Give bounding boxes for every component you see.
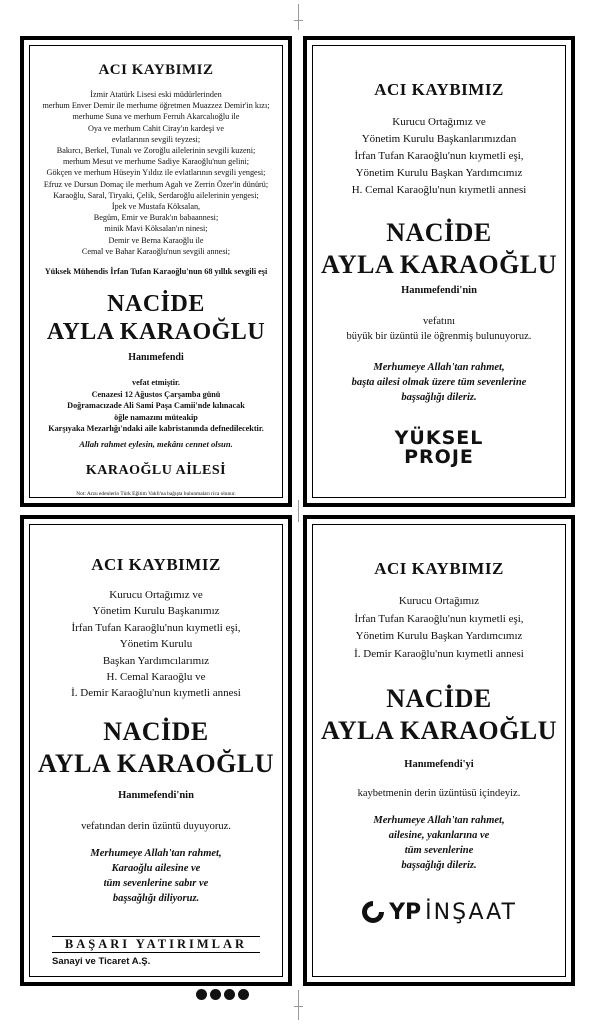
- text-line: Doğramacızade Ali Sami Paşa Camii'nde kılınacak: [67, 401, 245, 411]
- text-line: başta ailesi olmak üzere tüm sevenlerine: [351, 377, 527, 388]
- deceased-name-line2: AYLA KARAOĞLU: [46, 319, 266, 346]
- prayer: [313, 813, 565, 873]
- prayer: Allah rahmet eylesin, mekânı cennet olsun.: [79, 439, 233, 450]
- logo-rule: [52, 952, 260, 953]
- text-line: vefatını: [422, 316, 456, 327]
- text-line: vefat etmiştir.: [132, 378, 180, 388]
- crop-mark-bottom: [298, 990, 299, 1020]
- text-line: İrfan Tufan Karaoğlu'nun kıymetli eşi,: [354, 150, 524, 162]
- text-line: H. Cemal Karaoğlu ve: [106, 671, 206, 684]
- logo-line: BAŞARI YATIRIMLAR: [64, 936, 248, 951]
- text-line: İpek ve Mustafa Köksalan,: [111, 202, 201, 212]
- obituary-panel-top-right: [303, 36, 575, 507]
- panel-title: ACI KAYBIMIZ: [91, 555, 221, 574]
- obituary-panel-bottom-left: [20, 515, 292, 986]
- crop-mark-top: [298, 4, 299, 30]
- yp-swoosh-icon: [361, 899, 385, 925]
- honorific: Hanımefendi: [128, 352, 184, 364]
- deceased-name-line2: AYLA KARAOĞLU: [321, 250, 557, 279]
- text-line: Kurucu Ortağımız: [398, 595, 480, 607]
- text-line: Yönetim Kurulu Başkanlarımızdan: [361, 133, 517, 145]
- text-line: İrfan Tufan Karaoğlu'nun kıymetli eşi,: [71, 621, 241, 634]
- text-line: Oya ve merhum Cahit Ciray'ın kardeşi ve: [87, 123, 225, 133]
- text-line: İ. Demir Karaoğlu'nun kıymetli annesi: [354, 647, 524, 660]
- text-line: Demir ve Berna Karaoğlu ile: [108, 235, 204, 245]
- honorific: Hanımefendi'yi: [404, 759, 474, 770]
- text-line: Merhumeye Allah'tan rahmet,: [373, 815, 505, 826]
- page-dot: [196, 989, 207, 1000]
- text-line: Merhumeye Allah'tan rahmet,: [373, 362, 505, 373]
- logo-line: PROJE: [404, 446, 474, 468]
- text-line: Efruz ve Dursun Domaç ile merhum Agah ve Zerrin Özer'in dünürü;: [43, 179, 269, 189]
- text-line: H. Cemal Karaoğlu'nun kıymetli annesi: [351, 184, 527, 196]
- funeral-details: [30, 377, 282, 435]
- text-line: başsağlığı dileriz.: [401, 392, 477, 403]
- text-line: İzmir Atatürk Lisesi eski müdürlerinden: [90, 90, 222, 99]
- text-line: başsağlığı diliyoruz.: [112, 892, 200, 904]
- text-line: merhum Enver Demir ile merhume öğretmen Muazzez Demir'in kızı;: [42, 101, 270, 111]
- condolence-body: vefatından derin üzüntü duyuyoruz.: [81, 820, 231, 832]
- honorific: Hanımefendi'nin: [401, 285, 477, 296]
- text-line: Merhumeye Allah'tan rahmet,: [90, 847, 222, 859]
- text-line: Karaoğlu ailesine ve: [111, 862, 201, 874]
- text-line: evlatlarının sevgili teyzesi;: [111, 134, 201, 144]
- text-line: Kurucu Ortağımız ve: [109, 589, 203, 601]
- text-line: Karşıyaka Mezarlığı'ndaki aile kabristanında defnedilecektir.: [48, 424, 264, 434]
- text-line: minik Mavi Köksalan'ın ninesi;: [104, 224, 208, 234]
- page-indicator: [196, 989, 256, 1003]
- page-dot: [224, 989, 235, 1000]
- text-line: Cenazesi 12 Ağustos Çarşamba günü: [91, 389, 221, 399]
- page-dot: [238, 989, 249, 1000]
- yuksel-proje-logo: [313, 429, 565, 467]
- obituary-panel-bottom-right: [303, 515, 575, 986]
- text-line: Yönetim Kurulu Başkanımız: [92, 605, 220, 618]
- condolence-body: [313, 314, 565, 344]
- text-line: İrfan Tufan Karaoğlu'nun kıymetli eşi,: [354, 612, 524, 625]
- panel-title: ACI KAYBIMIZ: [98, 62, 214, 78]
- text-line: öğle namazını müteakip: [114, 412, 198, 422]
- text-line: Yönetim Kurulu Başkan Yardımcımız: [355, 167, 523, 179]
- prayer: [313, 360, 565, 405]
- text-line: Yönetim Kurulu Başkan Yardımcımız: [355, 630, 523, 642]
- honorific: Hanımefendi'nin: [118, 789, 194, 801]
- text-line: merhume Suna ve merhum Ferruh Akarcalıoğlu ile: [72, 112, 240, 122]
- logo-light: İNŞAAT: [425, 899, 517, 925]
- text-line: tüm sevenlerine sabır ve: [103, 877, 209, 889]
- text-line: Başkan Yardımcılarımız: [102, 654, 210, 667]
- logo-line: YÜKSEL: [394, 427, 484, 449]
- relation-lines: [313, 593, 565, 663]
- prayer: [30, 846, 282, 906]
- logo-bold: YP: [389, 899, 422, 925]
- crop-mark-middle: [298, 500, 299, 522]
- basari-yatirimlar-logo: [52, 936, 260, 967]
- text-line: İ. Demir Karaoğlu'nun kıymetli annesi: [71, 687, 241, 700]
- text-line: Bakırcı, Berkel, Tunalı ve Zoroğlu ailelerinin sevgili kuzeni;: [56, 146, 256, 156]
- text-line: büyük bir üzüntü ile öğrenmiş bulunuyoruz.: [346, 331, 532, 342]
- text-line: Yönetim Kurulu: [119, 638, 193, 651]
- panel-title: ACI KAYBIMIZ: [374, 559, 504, 578]
- donation-note: Not: Arzu edenlerin Türk Eğitim Vakfı'na bağışta bulunmaları rica olunur.: [76, 491, 236, 498]
- condolence-body: kaybetmenin derin üzüntüsü içindeyiz.: [357, 788, 521, 799]
- relation-lines: [313, 114, 565, 199]
- relatives-list: [30, 89, 282, 257]
- deceased-name-line2: AYLA KARAOĞLU: [38, 748, 274, 778]
- family-signature: KARAOĞLU AİLESİ: [85, 463, 227, 479]
- panel-title: ACI KAYBIMIZ: [374, 80, 504, 99]
- text-line: ailesine, yakınlarına ve: [388, 830, 490, 841]
- text-line: Begüm, Emir ve Burak'ın babaannesi;: [93, 213, 219, 223]
- text-line: merhum Mesut ve merhume Sadiye Karaoğlu'nun gelini;: [62, 157, 250, 167]
- text-line: Gökçen ve merhum Hüseyin Yıldız ile evlatlarının sevgili yengesi;: [46, 168, 266, 178]
- crop-mark-top-tick: [294, 20, 303, 21]
- crop-mark-bottom-tick: [294, 1006, 303, 1007]
- text-line: Karaoğlu, Saral, Tiryaki, Çelik, Serdaroğlu ailelerinin yengesi;: [53, 190, 259, 200]
- deceased-name-line1: NACİDE: [107, 291, 205, 318]
- text-line: başsağlığı dileriz.: [401, 860, 477, 871]
- deceased-name-line1: NACİDE: [386, 684, 492, 713]
- text-line: Cemal ve Bahar Karaoğlu'nun sevgili annesi;: [81, 246, 231, 256]
- relation-lines: [30, 587, 282, 702]
- deceased-name-line1: NACİDE: [103, 716, 209, 746]
- deceased-name-line2: AYLA KARAOĞLU: [321, 716, 557, 745]
- husband-line: Yüksek Mühendis İrfan Tufan Karaoğlu'nun 68 yıllık sevgili eşi: [44, 267, 268, 277]
- obituary-panel-top-left: [20, 36, 292, 507]
- logo-subline: Sanayi ve Ticaret A.Ş.: [52, 955, 151, 967]
- page-dot: [210, 989, 221, 1000]
- text-line: Kurucu Ortağımız ve: [392, 116, 486, 128]
- text-line: tüm sevenlerine: [404, 845, 474, 856]
- yp-insaat-logo: [313, 899, 565, 925]
- deceased-name-line1: NACİDE: [386, 218, 492, 247]
